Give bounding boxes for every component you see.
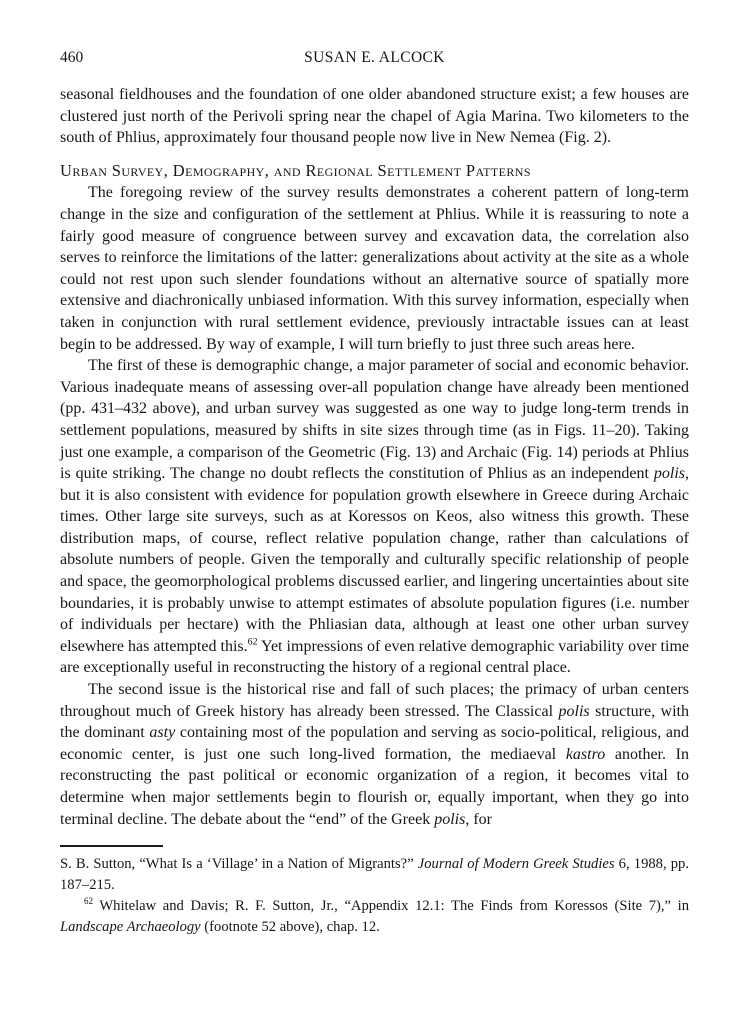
text-run: Whitelaw and Davis; R. F. Sutton, Jr., “Appendix 12.1: The Finds from Koressos (Site 7),” in [93, 898, 689, 915]
running-head: SUSAN E. ALCOCK [304, 49, 445, 66]
text-run: seasonal fieldhouses and the foundation of one older abandoned structure exist; a few houses are clustered just north of the Perivoli spring near the chapel of Agia Marina. Two kilometers to the south of Phlius, approximately four thousand people now live in New Nemea (Fig. 2). [60, 86, 689, 147]
text-run: 6, 1988, pp. 187–215. [60, 856, 689, 894]
text-run: another. In reconstructing the past political or economic organization of a region, it becomes vital to determine when major settlements begin to flourish or, equally important, when they go into terminal decline. The debate about the “end” of the Greek [60, 745, 690, 828]
text-run: S. B. Sutton, “What Is a ‘Village’ in a Nation of Migrants?” [60, 856, 418, 873]
body-paragraph [60, 84, 689, 149]
text-run: structure, with the dominant [60, 702, 690, 742]
footnote [60, 896, 689, 938]
italic-text: polis [653, 465, 685, 483]
text-run: The second issue is the historical rise and fall of such places; the primacy of urban centers throughout much of Greek history has already been stressed. The Classical [60, 681, 689, 720]
text-run: The first of these is demographic change, a major parameter of social and economic behavior. Various inadequate means of assessing over-all population change have already been mentioned (pp. 431–432 above), and urban survey was suggested as one way to judge long-term trends in settlement populations, measured by shifts in site sizes through time (as in Figs. 11–20). Taking just one example, a comparison of the Geometric (Fig. 13) and Archaic (Fig. 14) periods at Phlius is quite striking. The change no doubt reflects the constitution of Phlius as an independent [60, 357, 689, 483]
body-text [60, 84, 689, 830]
text-run: , for [465, 810, 492, 828]
italic-text: polis [558, 702, 590, 720]
body-paragraph [60, 679, 689, 830]
italic-text: Journal of Modern Greek Studies [417, 856, 615, 873]
italic-text: polis [434, 810, 466, 828]
italic-text: kastro [565, 745, 606, 763]
footnote-rule [60, 845, 163, 847]
page-header [60, 48, 689, 68]
page-number: 460 [60, 49, 84, 66]
text-run: The foregoing review of the survey results demonstrates a coherent pattern of long-term change in the size and configuration of the settlement at Phlius. While it is reassuring to note a fairly good measure of congruence between survey and excavation data, the correlation also serves to reinforce the limitations of the latter: generalizations about activity at the site as a whole could not rest upon such slender foundations without an alternative source of spatially more extensive and diachronically unbiased information. With this survey information, especially when taken in conjunction with rural settlement evidence, previously intractable issues can at least begin to be addressed. By way of example, I will turn briefly to just three such areas here. [60, 184, 689, 353]
italic-text: Landscape Archaeology [60, 919, 201, 936]
text-run: containing most of the population and serving as socio-political, religious, and economic center, is just one such long-lived formation, the mediaeval [60, 724, 690, 763]
footnotes [60, 854, 689, 938]
text-run: , but it is also consistent with evidence for population growth elsewhere in Greece during Archaic times. Other large site surveys, such as at Koressos on Keos, also witness this growth. These distribution maps, of course, reflect relative population change, rather than calculations of absolute numbers of people. Given the temporally and culturally specific relationship of people and space, the geomorphological problems discussed earlier, and lingering uncertainties about site boundaries, it is probably unwise to attempt estimates of absolute population figures (i.e. number of individuals per hectare) with the Phliasian data, although at least one other urban survey elsewhere has attempted this. [60, 465, 689, 655]
body-paragraph [60, 355, 689, 679]
italic-text: asty [149, 724, 176, 742]
text-run: (footnote 52 above), chap. 12. [200, 919, 380, 936]
footnote-reference: 62 [84, 896, 94, 907]
body-paragraph [60, 182, 689, 355]
section-heading: Urban Survey, Demography, and Regional Settlement Patterns [60, 160, 531, 180]
text-run: Yet impressions of even relative demographic variability over time are exceptionally useful in reconstructing the history of a regional central place. [60, 637, 689, 677]
footnote-reference: 62 [247, 636, 258, 648]
footnote [60, 854, 689, 896]
